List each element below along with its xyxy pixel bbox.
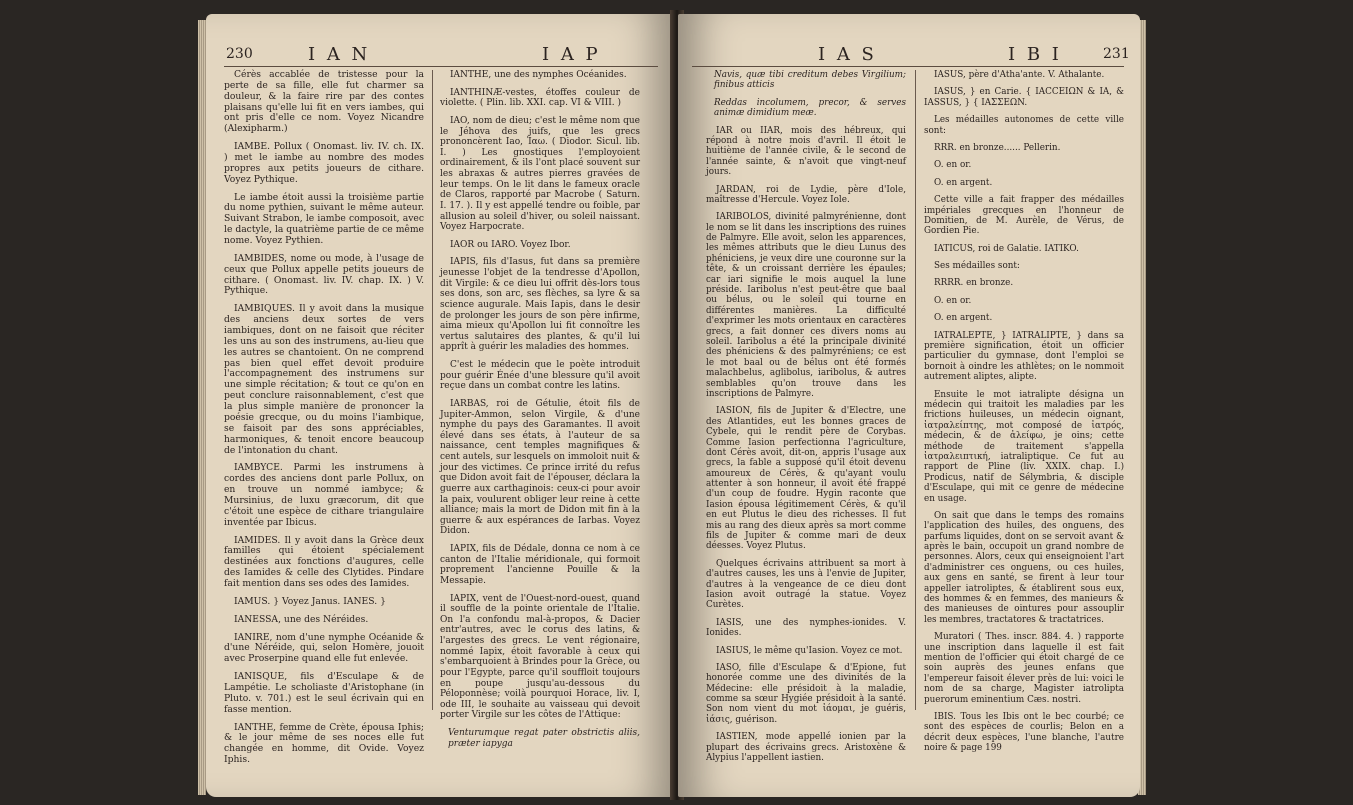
entry: O. en argent. [934, 313, 993, 324]
entry: IAPIX, vent de l'Ouest-nord-ouest, quand il souffle de la pointe orientale de l'Italie. On l'a confondu mal-à-propos, & Dacier entr'autres, avec le corus des latins, & l'argestes des grecs. Le vent régionaire, nommé Iapix, étoit favorable à ceux qui s'embarquoient à Brindes pour la Grèce, ou pour l'Egypte, parce qu'il souffloit toujours en poupe jusqu'au-dessous du Péloponnèse; voilà pourquoi Horace, liv. I, ode III, le souhaite au vaisseau qui devoit porter Virgile sur les côtes de l'Attique: [440, 593, 640, 721]
entry: IANISQUE, fils d'Esculape & de Lampétie. Le scholiaste d'Aristophane (in Pluto. v. 701.) est le seul écrivain qui en fasse mention. [224, 671, 424, 715]
entry: IARIBOLOS, divinité palmyrénienne, dont le nom se lit dans les inscriptions des ruines de Palmyre. Elle avoit, selon les apparences, les mêmes attributs que le dieu Lunus des phéniciens, je veux dire une couronne sur la tête, & un croissant derrière les épaules; car iari signifie le mois auquel la lune préside. Iaribolus n'est peut-être que baal ou bélus, ou le soleil qui tourne en différentes manières. La difficulté d'exprimer les mots orientaux en caractères grecs, a fait donner ces divers noms au soleil. Iaribolus a été la principale divinité des phéniciens & des palmyréniens; ce est le mot baal ou de bélus ont été formés malachbelus, aglibolus, iaribolus, & autres semblables qu'on trouve dans les inscriptions de Palmyre. [706, 212, 906, 399]
entry: IATICUS, roi de Galatie. IATIKO. [934, 243, 1079, 254]
quote: Venturumque regat pater obstrictis aliis, præter iapyga [448, 728, 640, 749]
entry: IANESSA, une des Néréides. [234, 613, 369, 625]
entry: IASIS, une des nymphes-ionides. V. Ionides. [706, 617, 906, 639]
entry: IAPIX, fils de Dédale, donna ce nom à ce canton de l'Italie méridionale, qui formoit proprement l'ancienne Pouille & la Messapie. [440, 544, 640, 586]
entry: O. en or. [934, 295, 972, 306]
entry: IASTIEN, mode appellé ionien par la plupart des écrivains grecs. Aristoxène & Alypius l'appellent iastien. [706, 732, 906, 764]
entry: RRRR. en bronze. [934, 278, 1014, 289]
entry: Quelques écrivains attribuent sa mort à d'autres causes, les uns à l'envie de Jupiter, d'autres à la vengeance de ce dieu dont Iasion avoit outragé la statue. Voyez Curètes. [706, 558, 906, 611]
entry: IASO, fille d'Esculape & d'Epione, fut honorée comme une des divinités de la Médecine: elle présidoit à la maladie, comme sa sœur Hygiée présidoit à la santé. Son nom vient du mot ἰάομαι, je guéris, ἰάσις, guérison. [706, 662, 906, 725]
right-column-2 [924, 70, 1124, 760]
entry: Les médailles autonomes de cette ville sont: [924, 115, 1124, 136]
entry: On sait que dans le temps des romains l'application des huiles, des onguens, des parfums liquides, dont on se servoit avant & après le bain, occupoit un grand nombre de personnes. Alors, ceux qui enseignoient l'art d'administrer ces onguens, ou ces huiles, aux gens en santé, se firent à leur tour appeller iatroliptes, & établirent sous eux, des hommes & en femmes, des manieurs & des manieuses de ointures pour assouplir les membres, tractatores & tractatrices. [924, 510, 1124, 625]
entry: IAMUS. } Voyez Janus. IANES. } [234, 595, 386, 607]
entry: IAMIDES. Il y avoit dans la Grèce deux familles qui étoient spécialement destinées aux fonctions d'augures, celle des Iamides & celle des Clytides. Pindare fait mention dans ses odes des Iamides. [224, 534, 424, 589]
entry: IAO, nom de dieu; c'est le même nom que le Jéhova des juifs, que les grecs prononcèrent Iao, Ἰαω. ( Diodor. Sicul. lib. I. ) Les gnostiques l'employoient ordinairement, & ils l'ont placé souvent sur les abraxas & autres pierres gravées de leur temps. On le lit dans le fameux oracle de Claros, rapporté par Macrobe ( Saturn. I. 17. ). Il y est appellé tendre ou foible, par allusion au soleil d'hiver, ou soleil naissant. Voyez Harpocrate. [440, 115, 640, 233]
header-rule [692, 66, 1124, 67]
entry: IASIUS, le même qu'Iasion. Voyez ce mot. [716, 645, 903, 656]
left-column-2 [440, 70, 640, 756]
entry: Muratori ( Thes. inscr. 884. 4. ) rapporte une inscription dans laquelle il est fait mention de l'officier qui étoit chargé de ce soin auprès des jeunes enfans que l'empereur faisoit élever près de lui: voici le nom de sa charge, Magister iatroliptа puerorum eminentium Cæs. nostri. [924, 632, 1124, 705]
right-column-1 [706, 70, 906, 770]
entry: IAMBIDES, nome ou mode, à l'usage de ceux que Pollux appelle petits joueurs de cithare. ( Onomast. liv. IV. chap. IX. ) V. Pythique. [224, 252, 424, 297]
column-head: I A S [818, 44, 877, 65]
entry: O. en argent. [934, 177, 993, 188]
entry: IANTHE, femme de Crète, épousa Iphis; & le jour même de ses noces elle fut changée en homme, dit Ovide. Voyez Iphis. [224, 721, 424, 766]
column-divider [915, 70, 916, 710]
column-divider [432, 70, 433, 710]
left-column-1 [224, 70, 424, 773]
entry: RRR. en bronze...... Pellerin. [934, 142, 1061, 153]
page-number: 230 [226, 46, 253, 62]
entry: IAMBE. Pollux ( Onomast. liv. IV. ch. IX. ) met le iambe au nombre des modes propres aux petits joueurs de cithare. Voyez Pythique. [224, 141, 424, 185]
entry: O. en or. [934, 160, 972, 171]
entry: IAOR ou IARO. Voyez Ibor. [450, 239, 571, 250]
right-page [678, 14, 1140, 797]
quote: Navis, quæ tibi creditum debes Virgilium; finibus atticis [714, 70, 906, 91]
entry: IATRALEPTE, } IATRALIPTE, } dans sa première signification, étoit un officier particulier du gymnase, dont l'emploi se bornoit à oindre les athlètes; on le nommoit autrement aliptes, alipte. [924, 330, 1124, 383]
left-page-edge [198, 20, 206, 795]
entry: IBIS. Tous les Ibis ont le bec courbé; ce sont des espèces de courlis; Belon en a décrit deux espèces, l'une blanche, l'autre noire & page 199 [924, 711, 1124, 754]
entry: IANIRE, nom d'une nymphe Océanide & d'une Néréide, qui, selon Homère, jouoit avec Proserpine quand elle fut enlevée. [224, 631, 424, 665]
entry: IANTHE, une des nymphes Océanides. [450, 70, 627, 80]
entry: IASUS, père d'Atha'ante. V. Athalante. [934, 70, 1105, 80]
entry: IAR ou IIAR, mois des hébreux, qui répond à notre mois d'avril. Il étoit le huitième de l'année civile, & le second de l'année sainte, & n'avoit que vingt-neuf jours. [706, 125, 906, 178]
entry: JARDAN, roi de Lydie, père d'Iole, maîtresse d'Hercule. Voyez Iole. [706, 184, 906, 205]
left-page [206, 14, 675, 797]
entry: IARBAS, roi de Gétulie, étoit fils de Jupiter-Ammon, selon Virgile, & d'une nymphe du pays des Garamantes. Il avoit élevé dans ses états, à l'auteur de sa naissance, cent temples magnifiques & cent autels, sur lesquels on immoloit nuit & jour des victimes. Ce prince irrité du refus que Didon avoit fait de l'épouser, déclara la guerre aux carthaginois: ceux-ci pour avoir la paix, voulurent obliger leur reine à cette alliance; mais la mort de Didon mit fin à la guerre & aux espérances de Iarbas. Voyez Didon. [440, 398, 640, 537]
running-head: I A N [308, 44, 371, 65]
entry: IASION, fils de Jupiter & d'Electre, une des Atlantides, eut les bonnes graces de Cybele, qui le rendit père de Corybas. Comme Iasion perfectionna l'agriculture, dont Cérès avoit, dit-on, appris l'usage aux grecs, la fable a supposé qu'il étoit devenu amoureux de Cérès, & qu'ayant voulu attenter à son honneur, il avoit été frappé d'un coup de foudre. Hygin raconte que Iasion épousa légitimement Cérès, & qu'il en eut Plutus le dieu des richesses. Il fut mis au rang des dieux après sa mort comme fils de Jupiter & comme mari de deux déesses. Voyez Plutus. [706, 406, 906, 552]
entry: IAMBYCE. Parmi les instrumens à cordes des anciens dont parle Pollux, on en trouve un nommé iambyce; & Mursinius, de luxu græcorum, dit que c'étoit une espèce de cithare triangulaire inventée par Ibicus. [224, 462, 424, 528]
entry: Cette ville a fait frapper des médailles impériales grecques en l'honneur de Domitien, de M. Aurèle, de Vérus, de Gordien Pie. [924, 195, 1124, 237]
entry: Le iambe étoit aussi la troisième partie du nome pythien, suivant le même auteur. Suivant Strabon, le iambe composoit, avec le dactyle, la quatrième partie de ce même nome. Voyez Pythien. [224, 191, 424, 247]
entry: Cérès accablée de tristesse pour la perte de sa fille, elle fut charmer sa douleur, & la faire rire par des contes plaisans qu'elle lui fit en vers iambes, qui ont pris d'elle ce nom. Voyez Nicandre (Alexipharm.) [224, 69, 424, 135]
running-head: I B I [1008, 44, 1062, 65]
entry: IAPIS, fils d'Iasus, fut dans sa première jeunesse l'objet de la tendresse d'Apollon, dit Virgile: & ce dieu lui offrit dès-lors tous ses dons, son arc, ses flèches, sa lyre & sa science augurale. Mais Iapis, dans le desir de prolonger les jours de son père infirme, aima mieux qu'Apollon lui fit connoître les vertus salutaires des plantes, & qu'il lui apprît à guérir les maladies des hommes. [440, 257, 640, 353]
quote: Reddas incolumem, precor, & serves animæ dimidium meæ. [714, 97, 906, 119]
entry: C'est le médecin que le poète introduit pour guérir Énée d'une blessure qu'il avoit reçue dans un combat contre les latins. [440, 360, 640, 392]
column-head: I A P [542, 44, 601, 65]
entry: IAMBIQUES. Il y avoit dans la musique des anciens deux sortes de vers iambiques, dont on ne faisoit que réciter les uns au son des instrumens, au-lieu que les autres se chantoient. On ne comprend pas bien quel effet devoit produire l'accompagnement des instrumens sur une simple récitation; & tout ce qu'on en peut conclure raisonnablement, c'est que la plus simple manière de prononcer la poésie grecque, ou du moins l'iambique, se faisoit par des sons appréciables, harmoniques, & tenoit encore beaucoup de l'intonation du chant. [224, 303, 424, 456]
page-number: 231 [1103, 46, 1130, 62]
entry: Ses médailles sont: [934, 261, 1020, 272]
entry: Ensuite le mot iatralipte désigna un médecin qui traitoit les maladies par les frictions huileuses, un médecin oignant, ἰατραλείπτης, mot composé de ἰατρός, médecin, & de ἀλείφω, je oins; cette méthode de traitement s'appella ἰατραλειπτική, iatraliptique. Ce fut au rapport de Pline (liv. XXIX. chap. I.) Prodicus, natif de Sélymbria, & disciple d'Esculape, qui mit ce genre de médecine en usage. [924, 389, 1124, 504]
entry: IASUS, } en Carie. { IACCEIΩN & IA, & IASSUS, } { IAΣΣEΩN. [924, 87, 1124, 108]
entry: IANTHINÆ-vestes, étoffes couleur de violette. ( Plin. lib. XXI. cap. VI & VIII. ) [440, 87, 640, 109]
header-rule [224, 66, 658, 67]
